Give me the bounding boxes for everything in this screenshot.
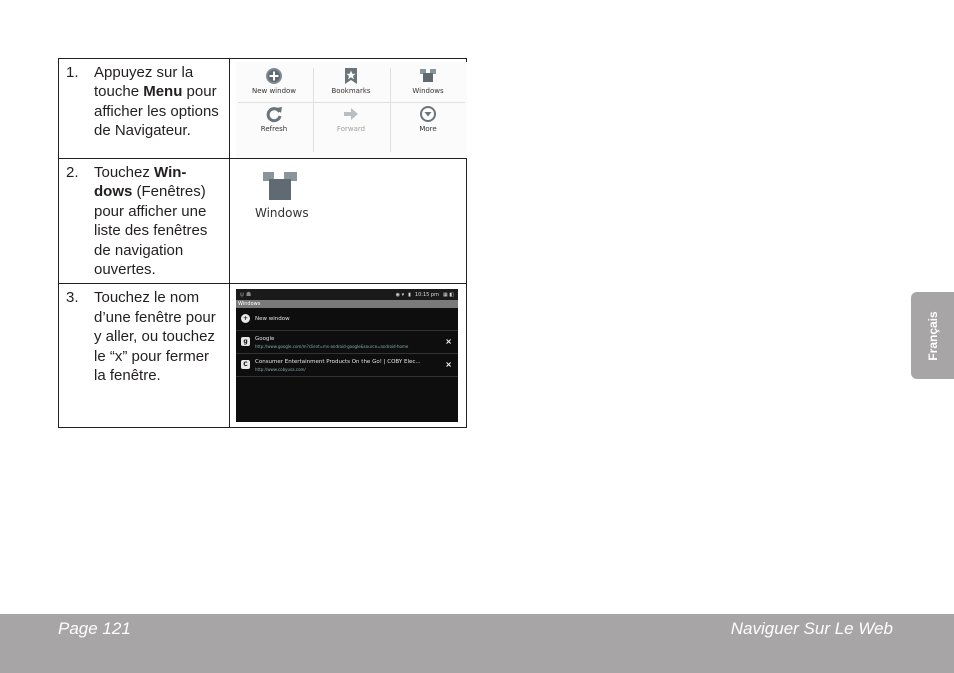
page-footer: [0, 614, 954, 673]
instruction-table: [58, 58, 467, 428]
step-text-2: 2. Touchez Win-dows (Fenêtres) pour afficher une liste des fenêtres de navigation ouvertes.: [66, 164, 208, 279]
menu-forward: Forward: [315, 105, 387, 133]
arrow-right-icon: [342, 105, 360, 123]
wifi-icon: ◉ ▾: [395, 291, 405, 298]
plus-circle-icon: +: [242, 315, 249, 323]
step-number: 3.: [66, 289, 79, 307]
step-row-2: [59, 159, 467, 284]
step-number: 2.: [66, 164, 79, 181]
usb-icon: ψ ☗: [240, 291, 252, 299]
refresh-icon: [265, 105, 283, 123]
plus-circle-icon: [265, 67, 283, 85]
step-row-1: [59, 59, 467, 159]
menu-refresh: Refresh: [238, 105, 310, 133]
notification-icon: ▦ ◧: [442, 291, 454, 298]
step-number: 1.: [66, 64, 79, 81]
language-tab: [911, 292, 954, 379]
browser-menu-image: [236, 62, 467, 158]
language-label: Français: [925, 310, 940, 361]
coby-favicon-icon: C: [241, 360, 250, 369]
close-window-button[interactable]: ×: [445, 337, 452, 347]
bookmark-star-icon: [342, 67, 360, 85]
step-row-3: [59, 284, 467, 428]
chevron-down-circle-icon: [419, 105, 437, 123]
step-text-1: 1. Appuyez sur la touche Menu pour afficher les options de Navigateur.: [66, 64, 219, 140]
section-title: Naviguer Sur Le Web: [730, 619, 893, 638]
close-window-button[interactable]: ×: [445, 360, 452, 370]
menu-bookmarks: Bookmarks: [315, 67, 387, 95]
window-row-google[interactable]: g Google http://www.google.com/m?client=ms-android-google&source=android-home ×: [236, 331, 458, 354]
new-window-row[interactable]: + New window: [236, 308, 458, 331]
status-time: 10:15 pm: [414, 291, 439, 298]
google-favicon-icon: g: [241, 337, 250, 346]
windows-label: Windows: [255, 206, 309, 220]
step-text-3: 3. Touchez le nom d’une fenêtre pour y aller, ou touchez le “x” pour fermer la fenêtre.: [66, 289, 216, 385]
window-row-coby[interactable]: C Consumer Entertainment Products On the Go! | COBY Elec... http://www.cobyusa.com/ ×: [236, 354, 458, 377]
menu-windows: Windows: [392, 67, 464, 95]
page-number: Page 121: [58, 619, 131, 638]
menu-more: More: [392, 105, 464, 133]
menu-new-window: New window: [238, 67, 310, 95]
battery-icon: ▮: [408, 291, 411, 298]
windows-icon: [419, 67, 437, 85]
windows-list-screenshot: [236, 289, 458, 422]
windows-icon: [262, 171, 298, 201]
status-bar: [236, 289, 458, 300]
windows-option-image: [230, 159, 466, 277]
windows-title: Windows: [236, 300, 458, 308]
